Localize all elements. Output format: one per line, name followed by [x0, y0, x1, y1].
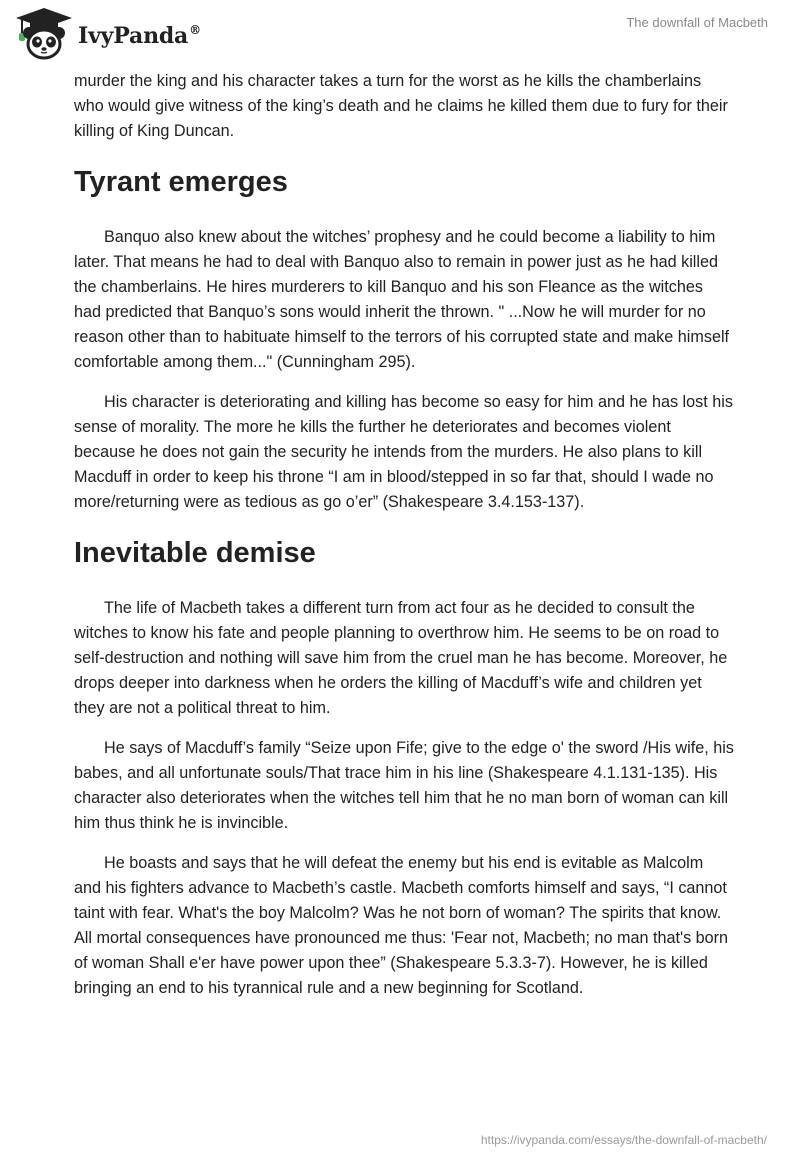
heading-inevitable-demise: Inevitable demise [74, 537, 316, 569]
brand-name: IvyPanda® [78, 23, 201, 49]
registered-mark: ® [189, 23, 201, 37]
ivypanda-logo[interactable] [14, 6, 201, 62]
essay-body [74, 69, 734, 1016]
document-title: The downfall of Macbeth [626, 15, 768, 30]
heading-tyrant-emerges: Tyrant emerges [74, 166, 288, 198]
paragraph-4: The life of Macbeth takes a different turn from act four as he decided to consult the witches to know his fate and people planning to overthrow him. He seems to be on road to self-destruction and nothing will save him from the cruel man he has become. Moreover, he drops deeper into darkness when he orders the killing of Macduff’s wife and children yet they are not a political threat to him. [74, 599, 728, 717]
paragraph-2: Banquo also knew about the witches’ prophesy and he could become a liability to him later. That means he had to deal with Banquo also to remain in power just as he had killed the chamberlains. He hires murderers to kill Banquo and his son Fleance as the witches had predicted that Banquo’s sons would inherit the thrown. " ...Now he will murder for no reason other than to habituate himself to the terrors of his corrupted state and make himself comfortable among them..." (Cunningham 295). [74, 228, 730, 371]
page-header [0, 0, 800, 66]
panda-graduate-icon [14, 6, 74, 62]
source-url[interactable]: https://ivypanda.com/essays/the-downfall-of-macbeth/ [480, 1133, 767, 1147]
paragraph-1: murder the king and his character takes a turn for the worst as he kills the chamberlains who would give witness of the king’s death and he claims he killed them due to fury for their killing of King Duncan. [74, 72, 728, 140]
paragraph-5: He says of Macduff’s family “Seize upon Fife; give to the edge o' the sword /His wife, his babes, and all unfortunate souls/That trace him in his line (Shakespeare 4.1.131-135). His character also deteriorates when the witches tell him that he no man born of woman can kill him thus think he is invincible. [74, 739, 734, 832]
paragraph-3: His character is deteriorating and killing has become so easy for him and he has lost his sense of morality. The more he kills the further he deteriorates and becomes violent because he does not gain the security he intends from the murders. He also plans to kill Macduff in order to keep his throne “I am in blood/stepped in so far that, should I wade no more/returning were as tedious as go o’er” (Shakespeare 3.4.153-137). [74, 393, 733, 511]
paragraph-6: He boasts and says that he will defeat the enemy but his end is evitable as Malcolm and his fighters advance to Macbeth’s castle. Macbeth comforts himself and says, “I cannot taint with fear. What's the boy Malcolm? Was he not born of woman? The spirits that know. All mortal consequences have pronounced me thus: 'Fear not, Macbeth; no man that's born of woman Shall e'er have power upon thee” (Shakespeare 5.3.3-7). However, he is killed bringing an end to his tyrannical rule and a new beginning for Scotland. [74, 854, 729, 997]
